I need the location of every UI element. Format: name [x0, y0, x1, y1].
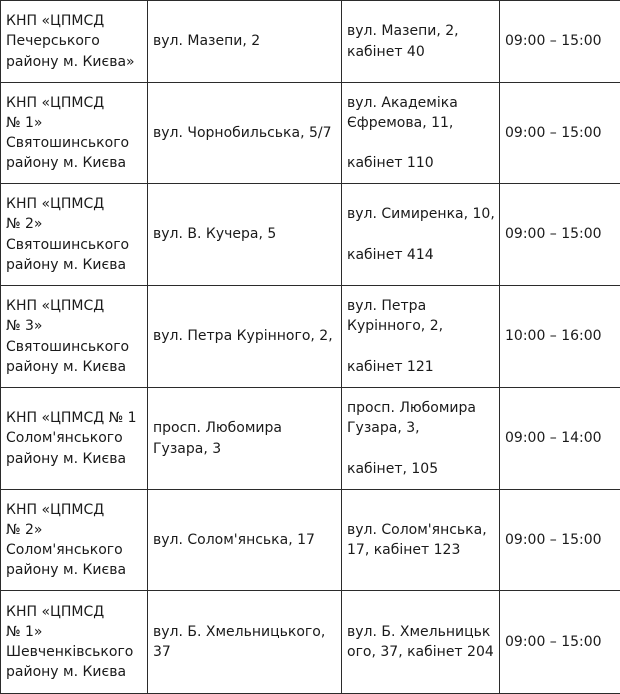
room-address-cell — [342, 490, 500, 591]
cell-text-line: вул. Мазепи, 2 — [153, 31, 336, 51]
organization-cell — [1, 591, 148, 694]
cell-text-line: КНП «ЦПМСД — [6, 296, 142, 316]
room-address-cell — [342, 388, 500, 490]
cell-text-line: № 2» — [6, 214, 142, 234]
hours-text: 09:00 – 15:00 — [505, 224, 615, 244]
hours-text: 09:00 – 15:00 — [505, 31, 615, 51]
cell-text-line: ого, 37, кабінет 204 — [347, 642, 494, 662]
cell-text-line: просп. Любомира — [347, 398, 494, 418]
hours-text: 09:00 – 14:00 — [505, 428, 615, 448]
blank-line — [347, 224, 494, 244]
cell-text-line: Солом'янського — [6, 428, 142, 448]
table-row — [1, 388, 620, 490]
working-hours-cell — [500, 388, 620, 490]
street-address-cell — [148, 388, 342, 490]
cell-text-line: Шевченківського — [6, 642, 142, 662]
cell-text-line: вул. Петра Курінного, 2, — [153, 326, 336, 346]
working-hours-cell — [500, 591, 620, 694]
cell-text-line: № 3» — [6, 316, 142, 336]
cell-text-line: вул. Солом'янська, 17 — [153, 530, 336, 550]
cell-text-line: району м. Києва» — [6, 52, 142, 72]
cell-text-line: вул. Симиренка, 10, — [347, 204, 494, 224]
room-address-cell — [342, 286, 500, 388]
cell-text-line: вул. Академіка — [347, 93, 494, 113]
cell-text-line: вул. Мазепи, 2, — [347, 21, 494, 41]
cell-text-line: вул. Петра — [347, 296, 494, 316]
cell-text-line: № 1» — [6, 113, 142, 133]
cell-text-line: КНП «ЦПМСД — [6, 93, 142, 113]
working-hours-cell — [500, 184, 620, 286]
cell-text-line: району м. Києва — [6, 255, 142, 275]
cell-text-line: кабінет 40 — [347, 42, 494, 62]
table-row — [1, 184, 620, 286]
blank-line — [347, 133, 494, 153]
cell-text-line: вул. Б. Хмельницького, — [153, 622, 336, 642]
blank-line — [347, 439, 494, 459]
working-hours-cell — [500, 286, 620, 388]
cell-text-line: Солом'янського — [6, 540, 142, 560]
blank-line — [347, 337, 494, 357]
street-address-cell — [148, 1, 342, 83]
hours-text: 09:00 – 15:00 — [505, 123, 615, 143]
cell-text-line: Гузара, 3, — [347, 418, 494, 438]
cell-text-line: Святошинського — [6, 337, 142, 357]
cell-text-line: Святошинського — [6, 235, 142, 255]
table-row — [1, 591, 620, 694]
street-address-cell — [148, 83, 342, 184]
room-address-cell — [342, 83, 500, 184]
cell-text-line: КНП «ЦПМСД № 1 — [6, 408, 142, 428]
cell-text-line: просп. Любомира — [153, 418, 336, 438]
cell-text-line: району м. Києва — [6, 449, 142, 469]
street-address-cell — [148, 184, 342, 286]
hours-text: 09:00 – 15:00 — [505, 632, 615, 652]
hours-text: 10:00 – 16:00 — [505, 326, 615, 346]
room-address-cell — [342, 184, 500, 286]
organization-cell — [1, 184, 148, 286]
cell-text-line: Єфремова, 11, — [347, 113, 494, 133]
room-address-cell — [342, 591, 500, 694]
cell-text-line: Святошинського — [6, 133, 142, 153]
cell-text-line: району м. Києва — [6, 357, 142, 377]
table-row — [1, 83, 620, 184]
cell-text-line: вул. Чорнобильська, 5/7 — [153, 123, 336, 143]
cell-text-line: 17, кабінет 123 — [347, 540, 494, 560]
cell-text-line: кабінет 110 — [347, 153, 494, 173]
cell-text-line: КНП «ЦПМСД — [6, 194, 142, 214]
room-address-cell — [342, 1, 500, 83]
table-row — [1, 1, 620, 83]
table-row — [1, 490, 620, 591]
cell-text-line: № 1» — [6, 622, 142, 642]
cell-text-line: КНП «ЦПМСД — [6, 602, 142, 622]
cell-text-line: вул. В. Кучера, 5 — [153, 224, 336, 244]
working-hours-cell — [500, 83, 620, 184]
cell-text-line: кабінет 414 — [347, 245, 494, 265]
cell-text-line: Гузара, 3 — [153, 439, 336, 459]
cell-text-line: кабінет, 105 — [347, 459, 494, 479]
cell-text-line: району м. Києва — [6, 662, 142, 682]
street-address-cell — [148, 591, 342, 694]
cell-text-line: КНП «ЦПМСД — [6, 500, 142, 520]
organization-cell — [1, 1, 148, 83]
hours-text: 09:00 – 15:00 — [505, 530, 615, 550]
organization-cell — [1, 490, 148, 591]
cell-text-line: району м. Києва — [6, 153, 142, 173]
working-hours-cell — [500, 1, 620, 83]
cell-text-line: КНП «ЦПМСД — [6, 11, 142, 31]
street-address-cell — [148, 286, 342, 388]
cell-text-line: вул. Б. Хмельницьк — [347, 622, 494, 642]
cell-text-line: 37 — [153, 642, 336, 662]
table-row — [1, 286, 620, 388]
cell-text-line: вул. Солом'янська, — [347, 520, 494, 540]
cell-text-line: району м. Києва — [6, 560, 142, 580]
cell-text-line: Печерського — [6, 31, 142, 51]
organization-cell — [1, 388, 148, 490]
working-hours-cell — [500, 490, 620, 591]
organization-cell — [1, 83, 148, 184]
cell-text-line: Курінного, 2, — [347, 316, 494, 336]
organization-cell — [1, 286, 148, 388]
cell-text-line: № 2» — [6, 520, 142, 540]
street-address-cell — [148, 490, 342, 591]
cell-text-line: кабінет 121 — [347, 357, 494, 377]
